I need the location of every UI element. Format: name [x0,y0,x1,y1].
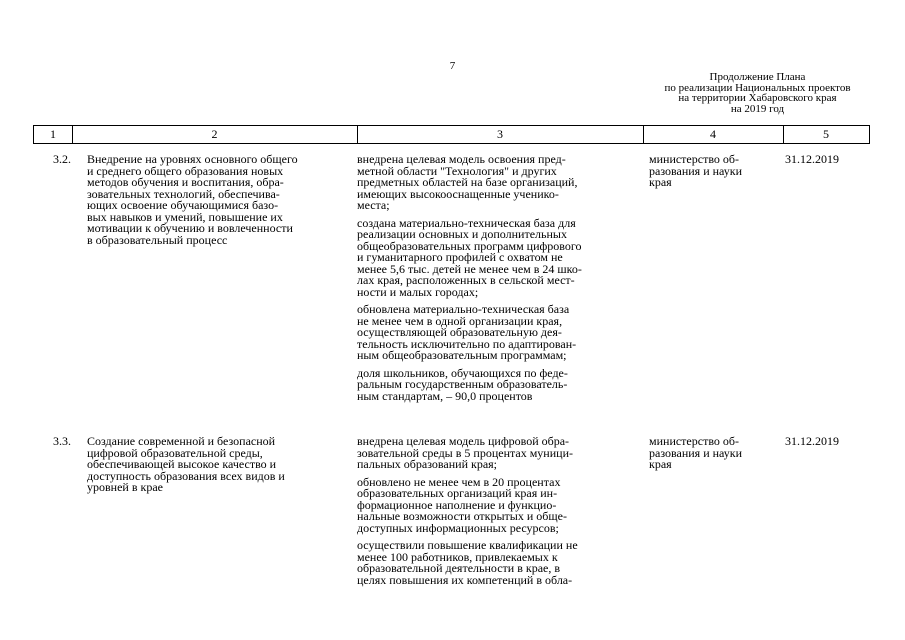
text-line: реализации основных и дополнительных [357,227,567,241]
result-paragraph [357,215,635,299]
text-line: создана материально-техническая база для [357,215,576,230]
text-line: ным стандартам, – 90,0 процентов [357,388,533,403]
text-line: разования и науки [649,445,743,460]
text-line: Внедрение на уровнях основного общего [87,152,298,166]
text-line: разования и науки [649,163,743,178]
plan-table [33,125,870,587]
row-number: 3.2. [53,152,71,166]
text-line: министерство об- [649,152,740,166]
text-line: обеспечивающей высокое качество и [87,457,277,471]
measure-cell [87,154,349,246]
text-line: образовательных организаций края ин- [357,486,558,500]
page-number: 7 [449,60,456,72]
deadline-cell: 31.12.2019 [785,152,839,166]
row-number: 3.3. [53,434,71,448]
deadline-cell: 31.12.2019 [785,434,839,448]
text-line: менее 5,6 тыс. детей не менее чем в 24 шко- [357,261,582,276]
text-line: общеобразовательных программ цифрового [357,238,582,253]
result-paragraph [357,540,635,586]
result-paragraph [357,365,635,403]
measure-cell [87,436,349,494]
text-line: доступность образования всех видов и [87,468,285,483]
continuation-line: по реализации Национальных проектов [664,81,851,94]
text-line: внедрена целевая модель освоения пред- [357,152,566,166]
result-paragraph [357,154,635,212]
column-header-3: 3 [497,127,503,141]
text-line: зовательной среды в 5 процентах муници- [357,445,573,460]
text-line: вых навыков и умений, повышение их [87,209,283,224]
result-paragraph [357,474,635,535]
text-line: обновлено не менее чем в 20 процентах [357,474,561,489]
executor-cell [649,154,779,189]
text-line: доступных информационных ресурсов; [357,520,559,535]
results-cell [357,154,635,408]
text-line: пальных образований края; [357,457,498,471]
continuation-line: на территории Хабаровского края [678,92,837,104]
text-line: лах края, расположенных в сельской мест- [357,273,575,287]
text-line: ности и малых городах; [357,284,479,299]
results-cell [357,436,635,592]
continuation-line: Продолжение Плана [709,71,806,83]
text-line: нальные возможности открытых и обще- [357,509,567,523]
text-line: осуществили повышение квалификации не [357,538,578,552]
text-line: ным общеобразовательным программам; [357,348,567,362]
column-header-5: 5 [823,127,829,141]
column-header-1: 1 [50,127,56,141]
text-line: обновлена материально-техническая база [357,302,570,316]
text-line: министерство об- [649,434,740,448]
text-line: менее 100 работников, привлекаемых к [357,549,558,564]
text-line: тельность исключительно по адаптирован- [357,336,577,351]
text-line: внедрена целевая модель цифровой обра- [357,434,570,448]
text-line: края [649,457,672,471]
continuation-line: на 2019 год [730,102,785,115]
text-line: предметных областей на базе организаций, [357,175,578,189]
text-line: формационное наполнение и функцио- [357,497,557,512]
text-line: цифровой образовательной среды, [87,445,263,460]
text-line: уровней в крае [87,480,163,494]
text-line: метной области "Технология" и других [357,163,557,178]
text-line: зовательных технологий, обеспечива- [87,186,280,201]
text-line: осуществляющей образовательную дея- [357,325,562,339]
text-line: образовательной деятельности в крае, в [357,561,561,575]
text-line: мотивации к обучению и вовлеченности [87,221,293,235]
text-line: в образовательный процесс [87,232,228,247]
text-line: ющих освоение обучающимися базо- [87,198,279,212]
text-line: места; [357,198,390,212]
table-header-row [33,125,870,144]
column-header-2: 2 [211,127,218,141]
result-paragraph [357,436,635,471]
text-line: доля школьников, обучающихся по феде- [357,365,568,380]
column-header-4: 4 [710,127,716,141]
text-line: имеющих высокооснащенные ученико- [357,186,559,201]
text-line: ральным государственным образователь- [357,377,568,391]
plan-continuation-header [630,72,885,114]
text-line: методов обучения и воспитания, обра- [87,175,284,189]
text-line: и среднего общего образования новых [87,163,284,178]
text-line: не менее чем в одной организации края, [357,313,563,328]
text-line: Создание современной и безопасной [87,434,276,448]
text-line: края [649,175,672,189]
text-line: целях повышения их компетенций в обла- [357,572,573,587]
result-paragraph [357,304,635,362]
executor-cell [649,436,779,471]
text-line: и гуманитарного профилей с охватом не [357,250,563,264]
